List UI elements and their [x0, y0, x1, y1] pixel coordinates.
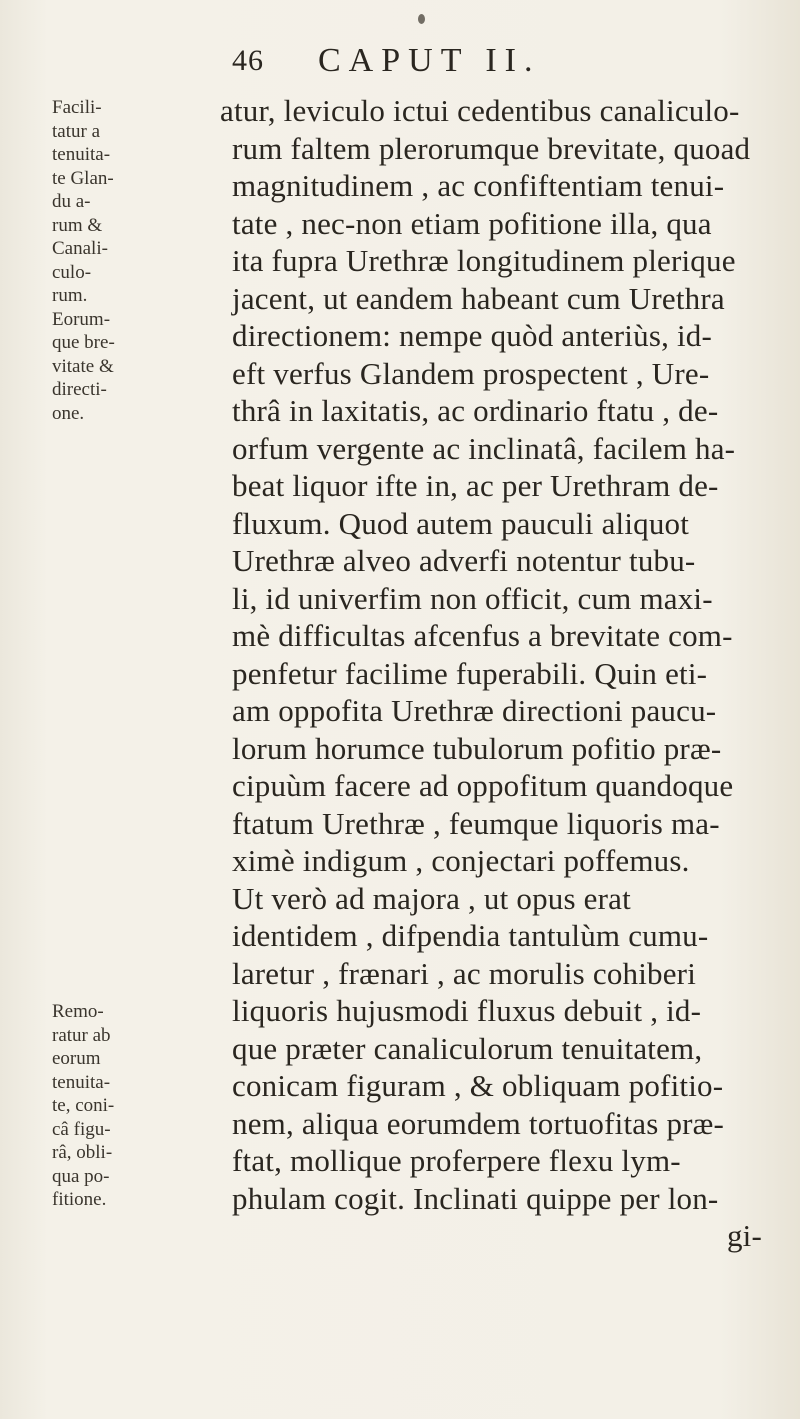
text-line: nem, aliqua eorumdem tortuofitas præ-: [232, 1105, 725, 1141]
margin-note-line: ratur ab: [52, 1024, 111, 1046]
margin-note-line: du a-: [52, 191, 91, 212]
text-line: fluxum. Quod autem pauculi aliquot: [232, 505, 690, 541]
margin-note-line: qua po-: [52, 1165, 110, 1187]
margin-note-line: te Glan-: [52, 167, 114, 189]
margin-note-line: tatur a: [52, 120, 101, 142]
text-line: eft verfus Glandem prospectent , Ure-: [232, 355, 710, 391]
margin-note-line: rum &: [52, 214, 103, 236]
ink-blot: [418, 14, 425, 24]
text-line: magnitudinem , ac confiftentiam tenui-: [232, 168, 725, 203]
text-line: orfum vergente ac inclinatâ, facilem ha-: [232, 430, 736, 466]
main-text-block: [220, 92, 772, 1255]
running-title: CAPUT II.: [318, 42, 541, 79]
text-line: mè difficultas afcenfus a brevitate com-: [232, 618, 733, 653]
text-line: phulam cogit. Inclinati quippe per lon-: [232, 1180, 719, 1216]
text-line: thrâ in laxitatis, ac ordinario ftatu , de-: [232, 393, 719, 428]
text-line: liquoris hujusmodi fluxus debuit , id-: [232, 993, 702, 1028]
text-line: atur, leviculo ictui cedentibus canaliculo-: [220, 93, 740, 128]
text-line: rum faltem plerorumque brevitate, quoad: [232, 130, 751, 166]
margin-note-line: tenuita-: [52, 144, 111, 165]
margin-note-line: Eorum-: [52, 308, 111, 330]
margin-note-line: fitione.: [52, 1189, 107, 1210]
margin-note-line: vitate &: [52, 355, 114, 377]
margin-note-line: culo-: [52, 261, 92, 283]
text-line: conicam figuram , & obliquam pofitio-: [232, 1068, 724, 1103]
text-line: directionem: nempe quòd anteriùs, id-: [232, 318, 713, 353]
text-line: tate , nec-non etiam pofitione illa, qua: [232, 205, 712, 241]
margin-note-line: que bre-: [52, 332, 115, 353]
margin-note-line: Canali-: [52, 238, 108, 259]
text-line: jacent, ut eandem habeant cum Urethra: [232, 280, 725, 316]
text-line: Urethræ alveo adverfi notentur tubu-: [232, 543, 696, 578]
margin-note-remoratur: [52, 1000, 130, 1212]
text-line: am oppofita Urethræ directioni paucu-: [232, 693, 717, 728]
text-line: identidem , difpendia tantulùm cumu-: [232, 918, 709, 953]
margin-note-line: Facili-: [52, 97, 102, 118]
text-line: ita fupra Urethræ longitudinem plerique: [232, 243, 736, 278]
page-number: 46: [232, 44, 264, 77]
text-line: lorum horumce tubulorum pofitio præ-: [232, 730, 722, 766]
text-line: ftatum Urethræ , feumque liquoris ma-: [232, 805, 720, 841]
text-line: ximè indigum , conjectari poffemus.: [232, 843, 690, 878]
text-line: Ut verò ad majora , ut opus erat: [232, 880, 631, 916]
margin-note-line: Remo-: [52, 1001, 104, 1022]
text-line: ftat, mollique proferpere flexu lym-: [232, 1143, 681, 1178]
text-line: cipuùm facere ad oppofitum quandoque: [232, 768, 734, 803]
margin-note-line: one.: [52, 402, 85, 424]
margin-note-line: tenuita-: [52, 1071, 111, 1093]
text-line: beat liquor ifte in, ac per Urethram de-: [232, 468, 719, 503]
page-header: [0, 40, 800, 90]
margin-note-facilitatur: [52, 96, 130, 425]
margin-note-line: câ figu-: [52, 1118, 111, 1140]
catchword: gi-: [726, 1218, 762, 1253]
text-line: que præter canaliculorum tenuitatem,: [232, 1030, 703, 1066]
margin-note-line: directi-: [52, 379, 107, 400]
margin-note-line: te, coni-: [52, 1095, 115, 1116]
text-line: li, id univerfim non officit, cum maxi-: [232, 580, 713, 616]
margin-note-line: rum.: [52, 285, 88, 306]
text-line: laretur , frænari , ac morulis cohiberi: [232, 955, 697, 991]
text-line: penfetur facilime fuperabili. Quin eti-: [232, 655, 708, 691]
margin-note-line: râ, obli-: [52, 1142, 113, 1163]
margin-note-line: eorum: [52, 1048, 101, 1069]
